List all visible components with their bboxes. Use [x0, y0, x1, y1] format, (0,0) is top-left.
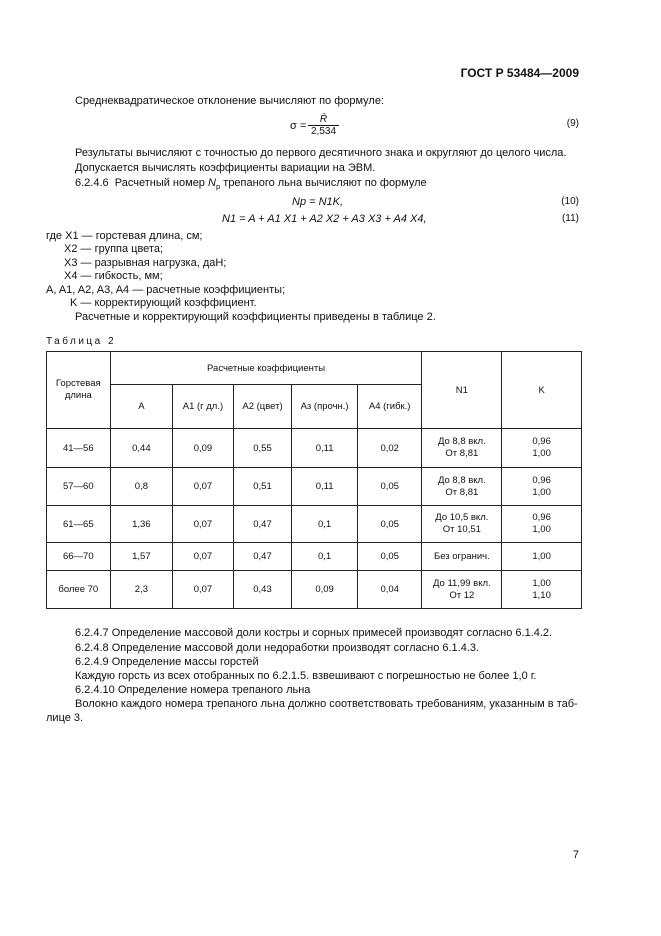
- cell-n1: [422, 468, 502, 506]
- table-row: [47, 543, 582, 571]
- paragraph-weighing: Каждую горсть из всех отобранных по 6.2.1.5. взвешивают с погрешностью не более 1,0 г.: [75, 670, 537, 682]
- cell-k-line-1: 0,96: [532, 474, 551, 486]
- cell-a2: 0,43: [233, 571, 292, 609]
- table-caption: Таблица 2: [46, 336, 117, 347]
- header-a: A: [110, 385, 173, 429]
- paragraph-fiber-b: лице 3.: [46, 712, 84, 724]
- cell-n1-line-2: От 8,81: [445, 448, 479, 459]
- paragraph-fiber-a: Волокно каждого номера трепаного льна должно соответствовать требованиям, указанным в таб-: [75, 698, 578, 710]
- cell-length: 66—70: [47, 543, 111, 571]
- cell-a4: 0,05: [357, 543, 422, 571]
- header-a1: A1 (г дл.): [173, 385, 234, 429]
- symbol-n: N: [207, 177, 216, 189]
- cell-length: 57—60: [47, 468, 111, 506]
- formula-9-number: (9): [566, 118, 579, 129]
- intro-text: Среднеквадратическое отклонение вычисляют по формуле:: [75, 95, 385, 107]
- cell-n1: Без огранич.: [422, 543, 502, 571]
- cell-k-line-1: 0,96: [532, 512, 551, 523]
- cell-k: [502, 468, 582, 506]
- cell-n1: [422, 429, 502, 468]
- legend-a: A, A1, A2, A3, A4 — расчетные коэффициенты;: [46, 284, 286, 296]
- cell-a2: 0,55: [233, 429, 292, 468]
- paragraph-6-2-4-9: 6.2.4.9 Определение массы горстей: [75, 656, 259, 668]
- cell-n1-line-2: От 8,81: [445, 486, 479, 498]
- cell-a3: 0,09: [292, 571, 358, 609]
- header-coefficients: Расчетные коэффициенты: [110, 352, 422, 385]
- legend-x4: X4 — гибкость, мм;: [64, 270, 163, 282]
- formula-9-denominator: 2,534: [311, 126, 337, 137]
- paragraph-table-ref: Расчетные и корректирующий коэффициенты приведены в таблице 2.: [75, 311, 436, 323]
- paragraph-6-2-4-6: [75, 176, 579, 194]
- header-length: Горстевая длина: [47, 352, 111, 429]
- legend-x1-text: X1 — горстевая длина, см;: [65, 230, 203, 242]
- coefficients-table: [46, 351, 582, 609]
- symbol-n-subscript: р: [215, 182, 221, 192]
- formula-10: [0, 196, 661, 210]
- cell-k-line-2: 1,00: [532, 524, 551, 535]
- table-row: [47, 571, 582, 609]
- legend-k: K — корректирующий коэффициент.: [70, 297, 257, 309]
- cell-k: 1,00: [502, 543, 582, 571]
- cell-k: [502, 429, 582, 468]
- cell-a3: 0,11: [292, 429, 358, 468]
- cell-length: 61—65: [47, 506, 111, 543]
- paragraph-precision: Результаты вычисляют с точностью до первого десятичного знака и округляют до целого числа.: [75, 147, 567, 159]
- formula-9-fraction: [308, 114, 339, 137]
- cell-a1: 0,07: [173, 468, 234, 506]
- cell-a4: 0,05: [357, 506, 422, 543]
- table-row: [47, 429, 582, 468]
- cell-a2: 0,47: [233, 543, 292, 571]
- legend-x1: [46, 230, 203, 244]
- cell-n1-line-1: До 8,8 вкл.: [437, 474, 486, 486]
- table-row: [47, 468, 582, 506]
- clause-text-b: трепаного льна вычисляют по формуле: [220, 177, 427, 189]
- header-k: K: [502, 352, 582, 429]
- cell-n1-line-1: До 10,5 вкл.: [435, 512, 489, 523]
- cell-a4: 0,04: [357, 571, 422, 609]
- formula-9-lhs: σ =: [290, 120, 307, 132]
- formula-11: [0, 213, 661, 227]
- cell-a4: 0,05: [357, 468, 422, 506]
- cell-a2: 0,47: [233, 506, 292, 543]
- header-a3: Аз (прочн.): [292, 385, 358, 429]
- cell-n1-line-2: От 10,51: [442, 524, 481, 535]
- cell-a1: 0,07: [173, 543, 234, 571]
- cell-k-line-2: 1,10: [532, 589, 551, 601]
- page-number: 7: [572, 849, 579, 861]
- formula-11-number: (11): [561, 213, 579, 224]
- cell-a: 1,57: [110, 543, 173, 571]
- cell-n1-line-1: До 8,8 вкл.: [437, 436, 486, 447]
- table-header-row-1: [47, 352, 582, 385]
- cell-length: более 70: [47, 571, 111, 609]
- header-n1: N1: [422, 352, 502, 429]
- cell-a: 0,8: [110, 468, 173, 506]
- cell-n1-line-2: От 12: [449, 589, 475, 601]
- cell-a: 1,36: [110, 506, 173, 543]
- cell-a: 0,44: [110, 429, 173, 468]
- legend-x2: X2 — группа цвета;: [64, 243, 164, 255]
- legend-where: где: [46, 230, 63, 242]
- cell-n1-line-1: До 11,99 вкл.: [433, 577, 491, 589]
- paragraph-6-2-4-8: 6.2.4.8 Определение массовой доли недоработки производят согласно 6.1.4.3.: [75, 642, 480, 654]
- cell-a2: 0,51: [233, 468, 292, 506]
- cell-a3: 0,11: [292, 468, 358, 506]
- formula-9-numerator: R̄: [308, 114, 339, 126]
- cell-length: 41—56: [47, 429, 111, 468]
- formula-11-body: N1 = A + A1 X1 + A2 X2 + A3 X3 + A4 X4,: [222, 213, 427, 225]
- cell-n1: [422, 571, 502, 609]
- cell-a3: 0,1: [292, 506, 358, 543]
- cell-k: [502, 506, 582, 543]
- cell-a3: 0,1: [292, 543, 358, 571]
- cell-a1: 0,07: [173, 506, 234, 543]
- formula-10-number: (10): [561, 196, 579, 207]
- cell-a1: 0,07: [173, 571, 234, 609]
- cell-k-line-2: 1,00: [532, 448, 551, 459]
- clause-text-a: Расчетный номер: [114, 177, 208, 189]
- cell-n1: [422, 506, 502, 543]
- cell-k-line-1: 0,96: [532, 436, 551, 447]
- clause-number: 6.2.4.6: [75, 177, 109, 189]
- header-a4: A4 (гибк.): [357, 385, 422, 429]
- cell-k: [502, 571, 582, 609]
- cell-a4: 0,02: [357, 429, 422, 468]
- paragraph-6-2-4-7: 6.2.4.7 Определение массовой доли костры и сорных примесей производят согласно 6.1.4.2.: [75, 627, 553, 639]
- formula-10-body: Nр = N1K,: [292, 196, 344, 208]
- cell-a: 2,3: [110, 571, 173, 609]
- formula-9: [0, 114, 661, 140]
- legend-x3: X3 — разрывная нагрузка, даН;: [64, 257, 227, 269]
- cell-k-line-1: 1,00: [532, 577, 551, 589]
- paragraph-computer: Допускается вычислять коэффициенты вариации на ЭВМ.: [75, 162, 376, 174]
- table-row: [47, 506, 582, 543]
- cell-k-line-2: 1,00: [532, 486, 551, 498]
- document-header: ГОСТ Р 53484—2009: [460, 66, 579, 80]
- paragraph-6-2-4-10: 6.2.4.10 Определение номера трепаного льна: [75, 684, 311, 696]
- cell-a1: 0,09: [173, 429, 234, 468]
- header-a2: A2 (цвет): [233, 385, 292, 429]
